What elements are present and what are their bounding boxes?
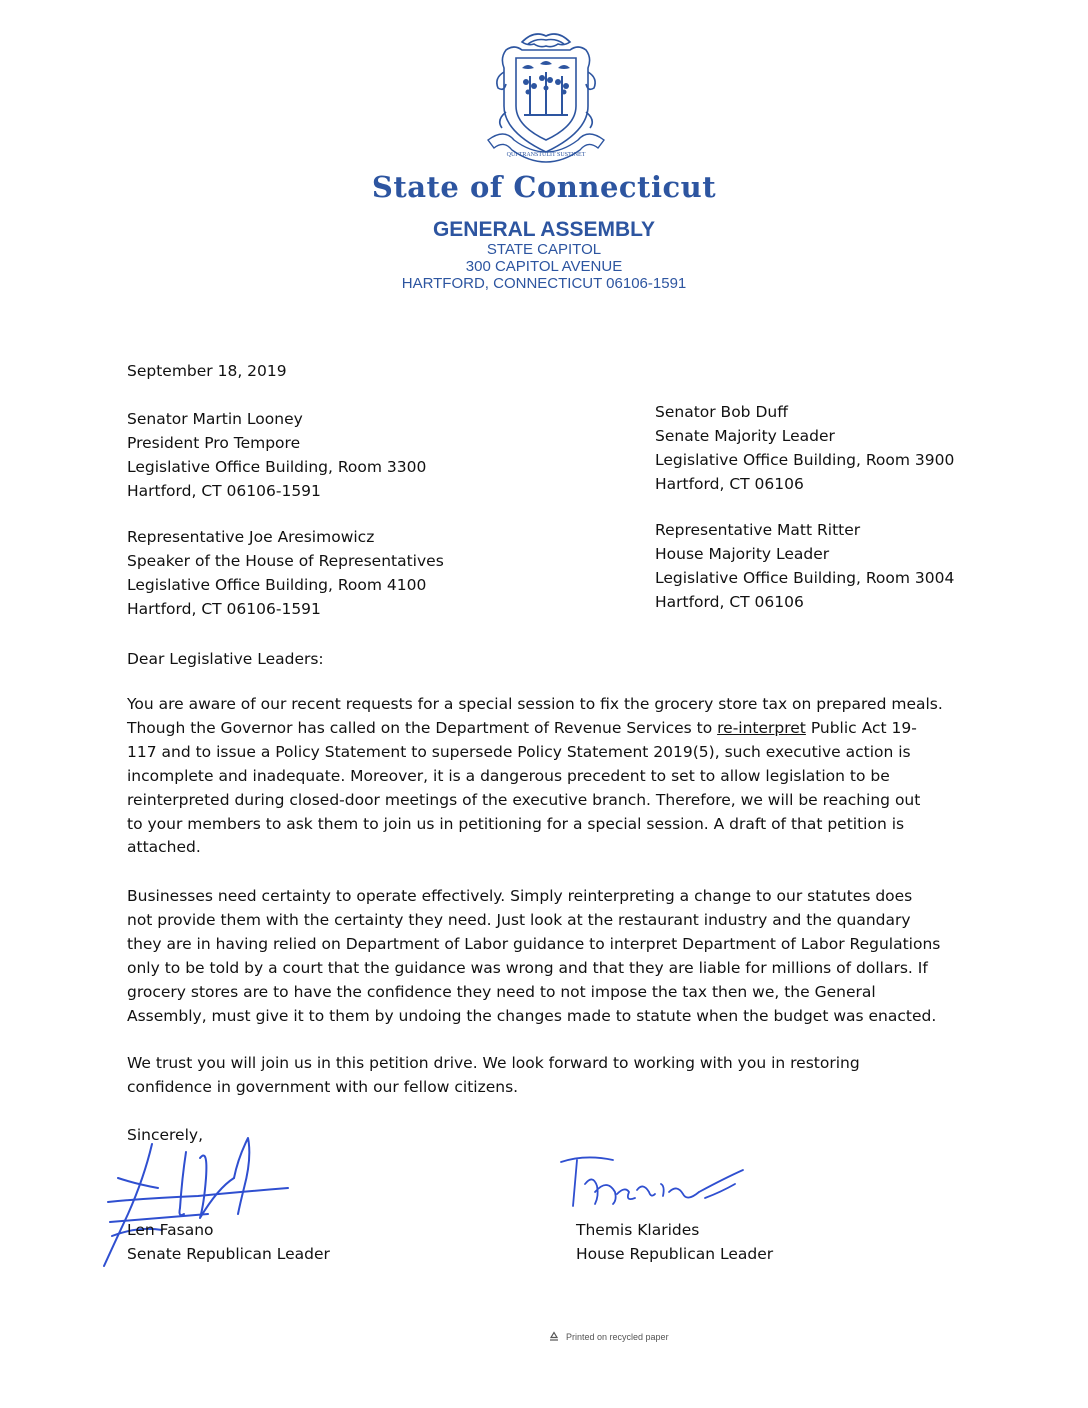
paragraph-line: to your members to ask them to join us in petitioning for a special session. A draft of that petition is bbox=[127, 814, 905, 833]
recycled-text: Printed on recycled paper bbox=[566, 1332, 669, 1342]
recipient-line: Speaker of the House of Representatives bbox=[127, 552, 444, 570]
recycle-icon bbox=[548, 1331, 560, 1343]
recipient-line: House Majority Leader bbox=[655, 545, 830, 563]
letterhead-address-line: 300 CAPITOL AVENUE bbox=[465, 258, 623, 275]
recipient-line: Hartford, CT 06106 bbox=[655, 593, 804, 611]
paragraph-text: Public Act 19- bbox=[805, 718, 917, 737]
signer-name: Len Fasano bbox=[127, 1221, 214, 1239]
closing: Sincerely, bbox=[127, 1126, 204, 1144]
recipient-line: Hartford, CT 06106-1591 bbox=[127, 482, 321, 500]
recipient-line: Legislative Office Building, Room 3900 bbox=[655, 451, 955, 469]
recipient-line: President Pro Tempore bbox=[127, 434, 301, 452]
paragraph-line: not provide them with the certainty they need. Just look at the restaurant industry and the quandary bbox=[127, 910, 911, 929]
klarides-signature bbox=[555, 1148, 755, 1218]
recipient-line: Legislative Office Building, Room 3300 bbox=[127, 458, 427, 476]
recipient-line: Legislative Office Building, Room 4100 bbox=[127, 576, 427, 594]
recipient-line: Senate Majority Leader bbox=[655, 427, 835, 445]
general-assembly-heading: GENERAL ASSEMBLY bbox=[432, 218, 656, 241]
letterhead-address-line: HARTFORD, CONNECTICUT 06106-1591 bbox=[401, 275, 687, 292]
recipient-line: Senator Bob Duff bbox=[655, 403, 788, 421]
recipient-block-duff bbox=[655, 400, 954, 496]
signer-name: Themis Klarides bbox=[576, 1221, 700, 1239]
paragraph-line: confidence in government with our fellow citizens. bbox=[127, 1077, 519, 1096]
paragraph-line: grocery stores are to have the confidence they need to not impose the tax then we, the General bbox=[127, 982, 876, 1001]
seal-motto: QUI TRANSTULIT SUSTINET bbox=[506, 152, 586, 158]
body-paragraph-3 bbox=[127, 1052, 967, 1100]
recipient-line: Representative Joe Aresimowicz bbox=[127, 528, 375, 546]
recycled-paper-note bbox=[548, 1331, 669, 1343]
state-title: State of Connecticut bbox=[371, 170, 717, 204]
paragraph-line: You are aware of our recent requests for a special session to fix the grocery store tax on prepared meals. bbox=[127, 695, 943, 713]
recipient-line: Hartford, CT 06106 bbox=[655, 475, 804, 493]
salutation: Dear Legislative Leaders: bbox=[127, 650, 324, 668]
paragraph-line: We trust you will join us in this petition drive. We look forward to working with you in restoring bbox=[127, 1054, 860, 1072]
recipient-line: Hartford, CT 06106-1591 bbox=[127, 600, 321, 618]
signer-fasano bbox=[127, 1218, 330, 1266]
recipient-line: Legislative Office Building, Room 3004 bbox=[655, 569, 955, 587]
signer-title: House Republican Leader bbox=[576, 1245, 774, 1263]
letter-date: September 18, 2019 bbox=[127, 362, 287, 380]
signer-klarides bbox=[576, 1218, 773, 1266]
body-paragraph-2 bbox=[127, 885, 967, 1028]
recipient-line: Representative Matt Ritter bbox=[655, 521, 861, 539]
paragraph-line: they are in having relied on Department of Labor guidance to interpret Department of Labor Regulations bbox=[127, 934, 941, 953]
signer-title: Senate Republican Leader bbox=[127, 1245, 330, 1263]
paragraph-line: attached. bbox=[127, 838, 201, 857]
paragraph-line: incomplete and inadequate. Moreover, it is a dangerous precedent to set to allow legislation to be bbox=[127, 766, 890, 785]
recipient-line: Senator Martin Looney bbox=[127, 410, 303, 428]
paragraph-line: Assembly, must give it to them by undoing the changes made to statute when the budget was enacted. bbox=[127, 1006, 937, 1025]
underlined-term: re-interpret bbox=[717, 718, 806, 737]
recipient-block-ritter bbox=[655, 518, 954, 614]
paragraph-line: 117 and to issue a Policy Statement to supersede Policy Statement 2019(5), such executive action is bbox=[127, 742, 911, 761]
paragraph-line: only to be told by a court that the guidance was wrong and that they are liable for millions of dollars. If bbox=[127, 958, 928, 977]
paragraph-line bbox=[127, 717, 967, 741]
recipient-block-looney bbox=[127, 407, 426, 503]
paragraph-text: Though the Governor has called on the Department of Revenue Services to bbox=[127, 718, 718, 737]
body-paragraph-1 bbox=[127, 693, 967, 860]
paragraph-line: reinterpreted during closed-door meetings of the executive branch. Therefore, we will be reaching out bbox=[127, 790, 921, 809]
letterhead-address-line: STATE CAPITOL bbox=[486, 241, 602, 258]
recipient-block-aresimowicz bbox=[127, 525, 444, 621]
connecticut-seal-logo bbox=[484, 28, 608, 178]
paragraph-line: Businesses need certainty to operate effectively. Simply reinterpreting a change to our statutes does bbox=[127, 887, 913, 905]
